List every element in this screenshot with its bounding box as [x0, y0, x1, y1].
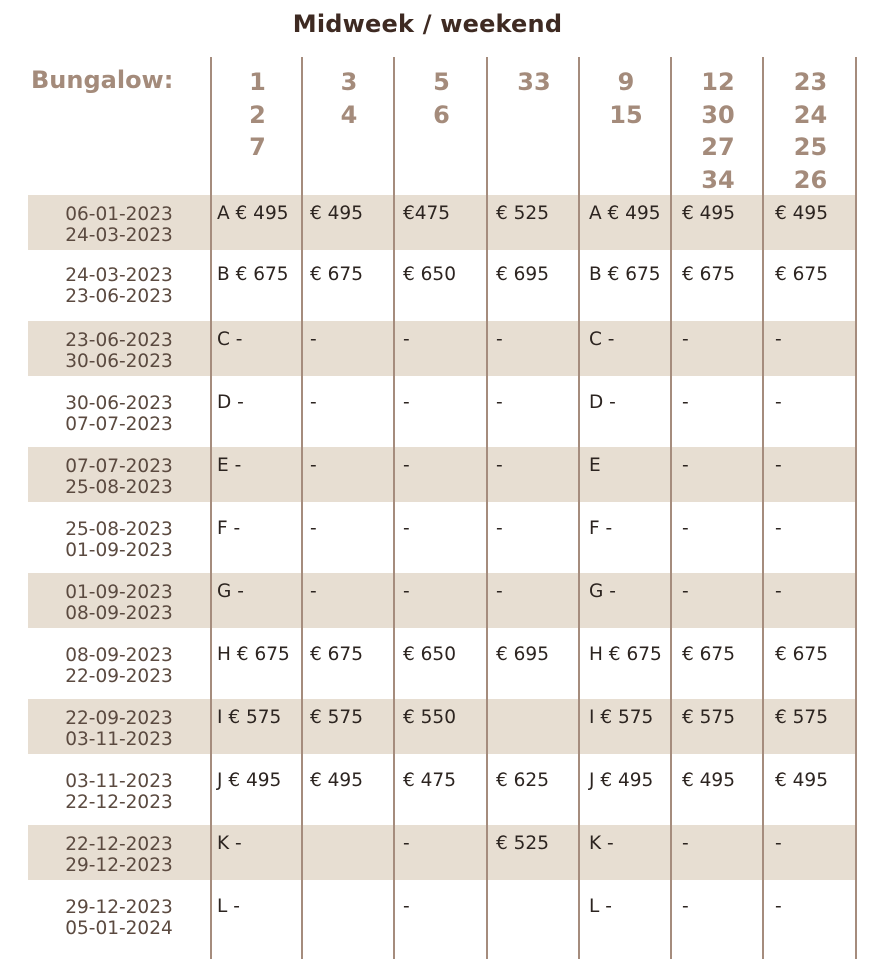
price-cell: B € 675 — [589, 264, 661, 285]
date-from: 23-06-2023 — [65, 330, 173, 351]
date-range — [28, 645, 210, 687]
price-cell: - — [403, 455, 410, 476]
price-cell: - — [775, 581, 782, 602]
bungalow-column-header — [490, 66, 578, 99]
date-range — [28, 708, 210, 750]
date-range — [28, 204, 210, 246]
date-from: 25-08-2023 — [65, 519, 173, 540]
date-to: 29-12-2023 — [65, 855, 173, 876]
page-title: Midweek / weekend — [292, 10, 563, 38]
price-cell: € 525 — [496, 833, 549, 854]
date-from: 01-09-2023 — [65, 582, 173, 603]
price-cell: - — [682, 518, 689, 539]
price-cell: € 495 — [310, 203, 363, 224]
price-cell: € 495 — [682, 203, 735, 224]
price-cell: € 575 — [775, 707, 828, 728]
date-from: 30-06-2023 — [65, 393, 173, 414]
price-cell: - — [310, 329, 317, 350]
date-to: 30-06-2023 — [65, 351, 173, 372]
date-from: 08-09-2023 — [65, 645, 173, 666]
date-range — [28, 393, 210, 435]
date-to: 22-09-2023 — [65, 666, 173, 687]
price-cell: - — [496, 455, 503, 476]
price-cell: €475 — [403, 203, 451, 224]
bungalow-number: 15 — [609, 100, 643, 129]
date-from: 22-12-2023 — [65, 834, 173, 855]
price-cell: € 475 — [403, 770, 456, 791]
date-to: 05-01-2024 — [65, 918, 173, 939]
price-cell: - — [403, 392, 410, 413]
bungalow-number: 24 — [793, 100, 828, 129]
price-cell: - — [682, 833, 689, 854]
date-from: 29-12-2023 — [65, 897, 173, 918]
price-cell: - — [310, 392, 317, 413]
date-range — [28, 897, 210, 939]
price-cell: A € 495 — [217, 203, 289, 224]
price-cell: - — [403, 896, 410, 917]
price-cell: - — [682, 581, 689, 602]
bungalow-number: 34 — [701, 165, 735, 194]
column-divider — [855, 57, 857, 959]
price-cell: - — [496, 581, 503, 602]
date-to: 01-09-2023 — [65, 540, 173, 561]
bungalow-column-header — [305, 66, 393, 131]
date-from: 07-07-2023 — [65, 456, 173, 477]
bungalow-number: 27 — [701, 133, 735, 161]
price-cell: K - — [589, 833, 614, 854]
date-to: 08-09-2023 — [65, 603, 173, 624]
price-cell: - — [775, 455, 782, 476]
price-cell: K - — [217, 833, 242, 854]
column-divider — [393, 57, 395, 959]
price-cell: € 495 — [310, 770, 363, 791]
price-cell: E — [589, 455, 601, 476]
price-cell: J € 495 — [217, 770, 282, 791]
column-divider — [301, 57, 303, 959]
price-cell: € 675 — [775, 264, 828, 285]
price-cell: - — [403, 581, 410, 602]
price-cell: - — [775, 392, 782, 413]
price-cell: - — [682, 329, 689, 350]
bungalow-number: 2 — [249, 100, 266, 129]
bungalow-number: 6 — [433, 100, 450, 129]
date-to: 03-11-2023 — [65, 729, 173, 750]
bungalow-column-header — [397, 66, 486, 131]
bungalow-number: 23 — [793, 68, 828, 96]
price-cell: - — [310, 455, 317, 476]
bungalow-number: 30 — [701, 100, 735, 129]
bungalow-number: 4 — [340, 100, 358, 129]
column-divider — [670, 57, 672, 959]
bungalow-number: 7 — [249, 133, 266, 161]
price-cell: € 575 — [310, 707, 363, 728]
date-range — [28, 582, 210, 624]
price-cell: - — [775, 518, 782, 539]
price-cell: - — [496, 392, 503, 413]
price-cell: I € 575 — [217, 707, 282, 728]
price-cell: D - — [217, 392, 244, 413]
date-range — [28, 834, 210, 876]
column-divider — [210, 57, 212, 959]
date-range — [28, 265, 210, 307]
date-range — [28, 519, 210, 561]
date-to: 24-03-2023 — [65, 225, 173, 246]
bungalow-number: 1 — [249, 68, 266, 96]
date-to: 25-08-2023 — [65, 477, 173, 498]
date-range — [28, 771, 210, 813]
price-cell: € 495 — [775, 203, 828, 224]
date-to: 23-06-2023 — [65, 286, 173, 307]
date-from: 22-09-2023 — [65, 708, 173, 729]
date-range — [28, 456, 210, 498]
bungalow-number: 25 — [793, 133, 828, 161]
price-cell: - — [496, 518, 503, 539]
price-cell: € 525 — [496, 203, 549, 224]
price-cell: € 495 — [682, 770, 735, 791]
date-from: 03-11-2023 — [65, 771, 173, 792]
price-cell: € 575 — [682, 707, 735, 728]
price-cell: F - — [217, 518, 241, 539]
bungalow-column-header — [582, 66, 670, 131]
price-cell: € 695 — [496, 264, 549, 285]
price-cell: L - — [217, 896, 240, 917]
bungalow-number: 26 — [793, 165, 828, 194]
price-cell: C - — [589, 329, 615, 350]
price-cell: B € 675 — [217, 264, 289, 285]
bungalow-number: 12 — [701, 68, 735, 96]
column-divider — [486, 57, 488, 959]
bungalow-label: Bungalow: — [31, 66, 174, 94]
price-cell: J € 495 — [589, 770, 654, 791]
bungalow-column-header — [674, 66, 762, 196]
price-cell: - — [496, 329, 503, 350]
price-cell: C - — [217, 329, 243, 350]
price-cell: H € 675 — [217, 644, 290, 665]
price-cell: - — [403, 329, 410, 350]
price-cell: € 650 — [403, 644, 456, 665]
bungalow-column-header — [766, 66, 855, 196]
price-cell: I € 575 — [589, 707, 654, 728]
price-cell: € 695 — [496, 644, 549, 665]
price-cell: € 675 — [775, 644, 828, 665]
price-cell: € 675 — [682, 264, 735, 285]
price-cell: € 625 — [496, 770, 549, 791]
bungalow-number: 5 — [433, 68, 450, 96]
price-cell: G - — [589, 581, 616, 602]
date-from: 06-01-2023 — [65, 204, 173, 225]
price-cell: - — [775, 833, 782, 854]
price-cell: - — [682, 455, 689, 476]
price-cell: H € 675 — [589, 644, 662, 665]
bungalow-number: 9 — [617, 68, 635, 96]
bungalow-number: 33 — [517, 68, 551, 96]
date-to: 22-12-2023 — [65, 792, 173, 813]
price-cell: - — [682, 896, 689, 917]
price-cell: G - — [217, 581, 244, 602]
price-cell: € 650 — [403, 264, 456, 285]
date-to: 07-07-2023 — [65, 414, 173, 435]
price-cell: - — [310, 581, 317, 602]
column-divider — [578, 57, 580, 959]
price-cell: - — [682, 392, 689, 413]
price-cell: L - — [589, 896, 612, 917]
date-from: 24-03-2023 — [65, 265, 173, 286]
bungalow-column-header — [214, 66, 301, 164]
price-cell: € 675 — [310, 644, 363, 665]
price-cell: D - — [589, 392, 616, 413]
price-cell: - — [403, 518, 410, 539]
price-cell: E - — [217, 455, 242, 476]
bungalow-number: 3 — [340, 68, 358, 96]
price-cell: € 550 — [403, 707, 456, 728]
date-range — [28, 330, 210, 372]
price-cell: € 675 — [682, 644, 735, 665]
price-cell: € 675 — [310, 264, 363, 285]
column-divider — [762, 57, 764, 959]
price-cell: A € 495 — [589, 203, 661, 224]
price-cell: - — [775, 896, 782, 917]
price-cell: € 495 — [775, 770, 828, 791]
price-cell: F - — [589, 518, 613, 539]
price-cell: - — [310, 518, 317, 539]
price-cell: - — [403, 833, 410, 854]
price-cell: - — [775, 329, 782, 350]
